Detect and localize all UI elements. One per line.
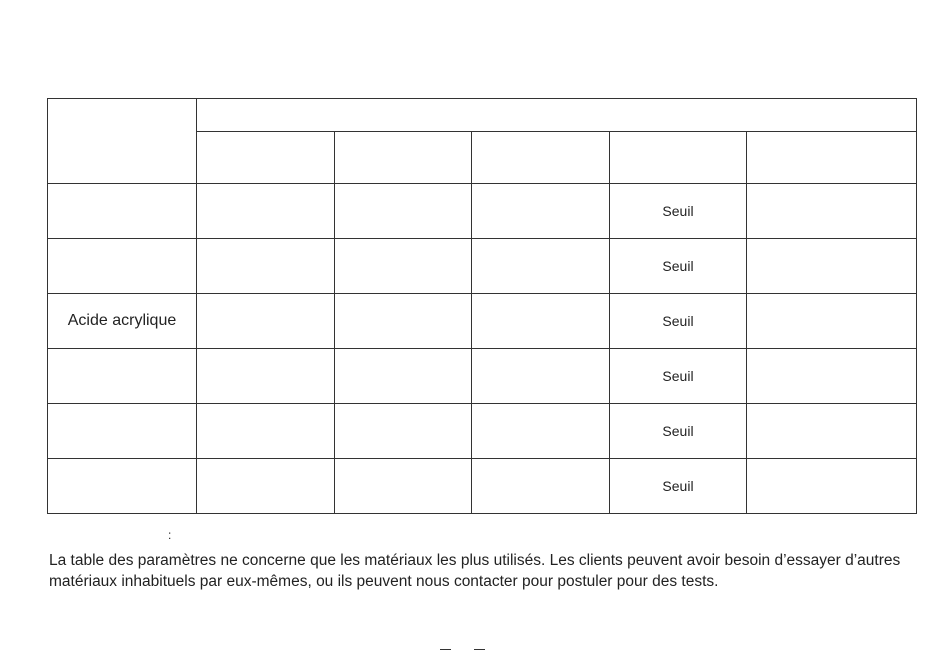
table-cell [472,239,610,294]
table-cell [747,404,917,459]
page-number-marks [0,649,950,653]
table-cell [747,294,917,349]
table-header-row [48,99,917,132]
material-cell [48,404,197,459]
table-row [48,459,917,514]
table-row [48,404,917,459]
table-cell [197,404,335,459]
table-cell [335,404,472,459]
table-row [48,349,917,404]
material-cell: Acide acrylique [48,294,197,349]
threshold-cell: Seuil [610,459,747,514]
note-colon: : [168,528,172,542]
table-cell [747,459,917,514]
table-cell [472,184,610,239]
threshold-cell: Seuil [610,404,747,459]
page-mark [440,649,451,650]
subheader-cell [335,132,472,184]
threshold-cell: Seuil [610,184,747,239]
table-cell [197,459,335,514]
table-cell [747,349,917,404]
subheader-cell [610,132,747,184]
table-cell [472,459,610,514]
table-cell [197,294,335,349]
table-cell [472,404,610,459]
table-row [48,184,917,239]
material-cell [48,349,197,404]
table-cell [197,184,335,239]
note-text: La table des paramètres ne concerne que les matériaux les plus utilisés. Les clients peuvent avoir besoin d’essayer d’autres matériaux inhabituels par eux-mêmes, ou ils peuvent nous contacter pour postuler pour des tests. [49,552,901,590]
table-cell [335,184,472,239]
page-mark [474,649,485,650]
table-cell [747,239,917,294]
table-cell [335,239,472,294]
table-cell [472,294,610,349]
parameter-table [47,98,917,514]
threshold-cell: Seuil [610,239,747,294]
table-row [48,239,917,294]
material-cell [48,459,197,514]
material-cell [48,184,197,239]
table-cell [197,349,335,404]
table-cell [335,294,472,349]
table-cell [747,184,917,239]
material-cell [48,239,197,294]
table-cell [335,349,472,404]
header-group-cell [197,99,917,132]
table-row [48,294,917,349]
table-cell [197,239,335,294]
subheader-cell [472,132,610,184]
subheader-cell [197,132,335,184]
table-cell [472,349,610,404]
threshold-cell: Seuil [610,294,747,349]
subheader-cell [747,132,917,184]
threshold-cell: Seuil [610,349,747,404]
table-cell [335,459,472,514]
header-material-cell [48,99,197,184]
